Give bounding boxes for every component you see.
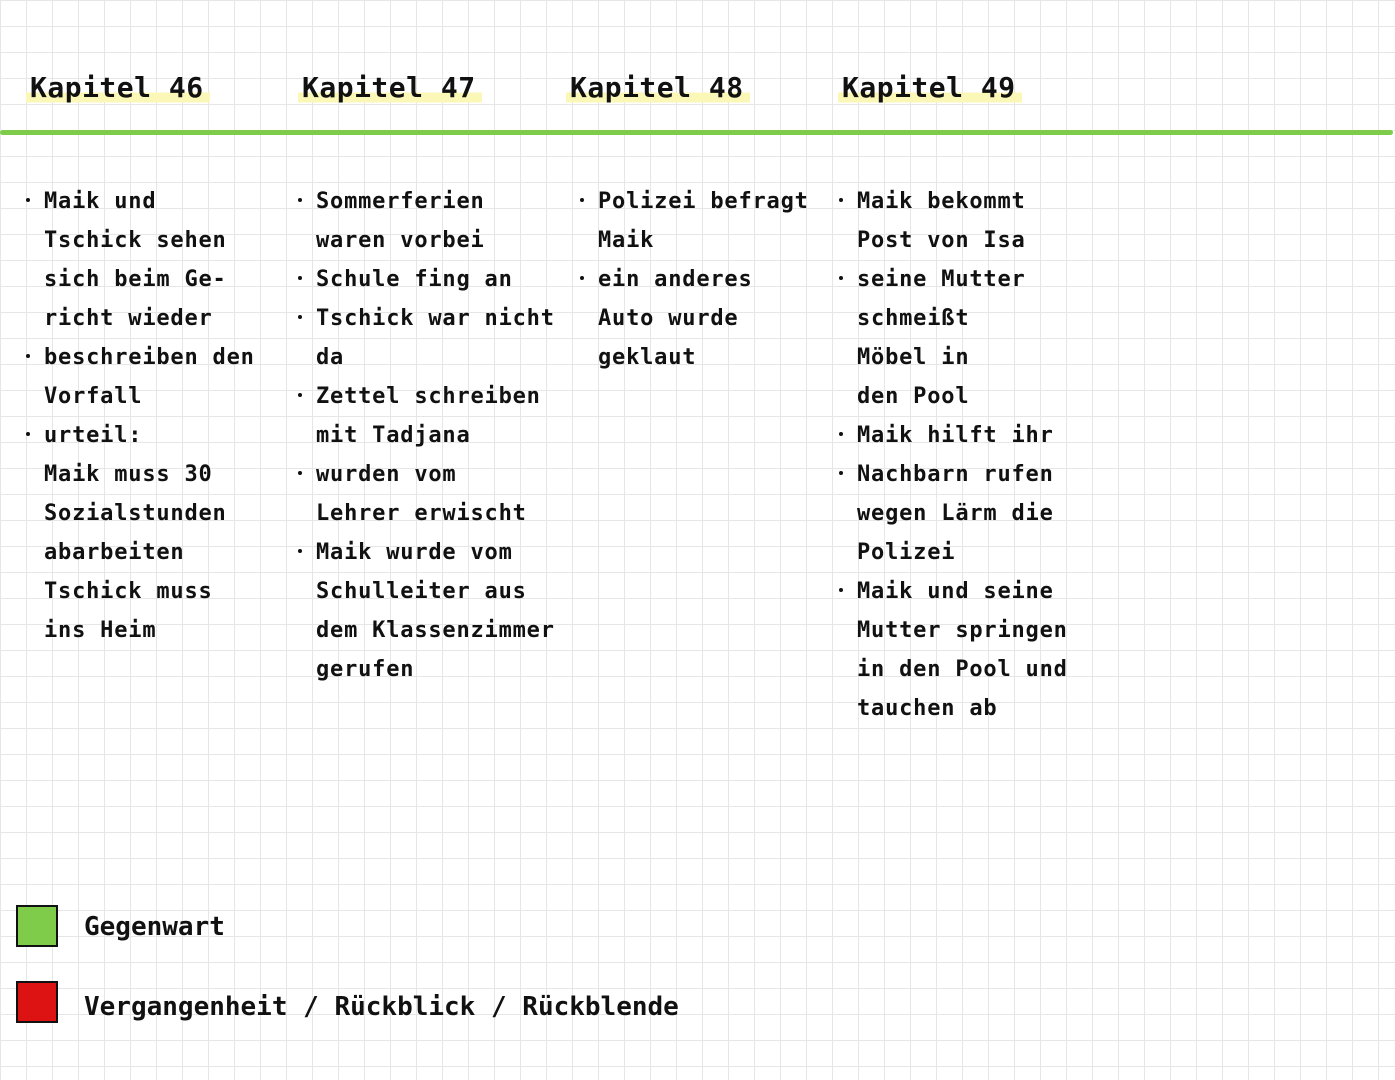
bullet-item (857, 260, 1127, 299)
note-text: mit Tadjana (316, 423, 471, 448)
note-text: sich beim Ge- (44, 267, 227, 292)
bullet-continuation (44, 377, 314, 416)
note-text: Polizei (857, 540, 956, 565)
bullet-continuation (857, 611, 1127, 650)
note-text: ins Heim (44, 618, 157, 643)
note-text: Polizei befragt (598, 189, 809, 214)
bullet-continuation (857, 221, 1127, 260)
bullet-item (44, 338, 314, 377)
bullet-dot-icon (839, 432, 843, 436)
bullet-item (598, 260, 868, 299)
note-text: geklaut (598, 345, 697, 370)
chapter-47-notes (316, 182, 586, 689)
chapter-title-48: Kapitel 48 (566, 70, 750, 106)
bullet-item (857, 182, 1127, 221)
legend-item-present (16, 905, 716, 953)
note-text: da (316, 345, 345, 370)
note-text: dem Klassenzimmer (316, 618, 555, 643)
bullet-dot-icon (298, 549, 302, 553)
note-text: Tschick war nicht (316, 306, 555, 331)
note-text: Maik und (44, 189, 157, 214)
bullet-continuation (857, 533, 1127, 572)
bullet-item (857, 572, 1127, 611)
chapter-48-notes (598, 182, 868, 377)
note-text: wegen Lärm die (857, 501, 1054, 526)
note-text: den Pool (857, 384, 970, 409)
bullet-continuation (857, 689, 1127, 728)
legend-item-past (16, 981, 716, 1029)
bullet-dot-icon (26, 198, 30, 202)
note-text: in den Pool und (857, 657, 1068, 682)
bullet-item (316, 377, 586, 416)
bullet-continuation (44, 260, 314, 299)
bullet-continuation (857, 377, 1127, 416)
bullet-dot-icon (26, 354, 30, 358)
note-text: Schulleiter aus (316, 579, 527, 604)
bullet-dot-icon (298, 471, 302, 475)
bullet-continuation (598, 338, 868, 377)
note-text: Sommerferien (316, 189, 485, 214)
note-text: urteil: (44, 423, 143, 448)
bullet-dot-icon (839, 198, 843, 202)
bullet-item (44, 182, 314, 221)
note-text: Maik wurde vom (316, 540, 513, 565)
chapter-header-row (0, 62, 1395, 112)
note-text: Zettel schreiben (316, 384, 541, 409)
note-text: Tschick muss (44, 579, 213, 604)
legend-label-present: Gegenwart (84, 912, 225, 942)
bullet-item (857, 455, 1127, 494)
bullet-dot-icon (839, 471, 843, 475)
note-text: Möbel in (857, 345, 970, 370)
bullet-dot-icon (298, 315, 302, 319)
color-legend (16, 905, 716, 1045)
bullet-continuation (316, 611, 586, 650)
note-text: Nachbarn rufen (857, 462, 1054, 487)
bullet-continuation (857, 494, 1127, 533)
bullet-dot-icon (298, 198, 302, 202)
note-text: Tschick sehen (44, 228, 227, 253)
bullet-continuation (44, 611, 314, 650)
bullet-continuation (598, 299, 868, 338)
note-text: abarbeiten (44, 540, 185, 565)
note-text: Auto wurde (598, 306, 739, 331)
chapter-title-46: Kapitel 46 (26, 70, 210, 106)
bullet-continuation (598, 221, 868, 260)
note-text: gerufen (316, 657, 415, 682)
bullet-item (598, 182, 868, 221)
bullet-continuation (316, 416, 586, 455)
note-text: Lehrer erwischt (316, 501, 527, 526)
note-text: wurden vom (316, 462, 457, 487)
note-text: richt wieder (44, 306, 213, 331)
bullet-continuation (44, 572, 314, 611)
note-text: Maik und seine (857, 579, 1054, 604)
bullet-continuation (857, 650, 1127, 689)
bullet-dot-icon (26, 432, 30, 436)
bullet-dot-icon (580, 276, 584, 280)
bullet-item (857, 416, 1127, 455)
bullet-item (316, 533, 586, 572)
note-text: Vorfall (44, 384, 143, 409)
bullet-dot-icon (580, 198, 584, 202)
chapter-title-49: Kapitel 49 (838, 70, 1022, 106)
note-text: beschreiben den (44, 345, 255, 370)
red-swatch (16, 981, 58, 1023)
chapter-49-notes (857, 182, 1127, 728)
bullet-continuation (44, 494, 314, 533)
bullet-continuation (44, 221, 314, 260)
bullet-continuation (316, 572, 586, 611)
bullet-continuation (316, 650, 586, 689)
bullet-continuation (857, 299, 1127, 338)
note-text: tauchen ab (857, 696, 998, 721)
note-text: Post von Isa (857, 228, 1026, 253)
note-text: Maik hilft ihr (857, 423, 1054, 448)
bullet-continuation (857, 338, 1127, 377)
bullet-dot-icon (298, 276, 302, 280)
bullet-item (316, 260, 586, 299)
bullet-dot-icon (839, 588, 843, 592)
bullet-dot-icon (839, 276, 843, 280)
chapter-46-notes (44, 182, 314, 650)
legend-label-past: Vergangenheit / Rückblick / Rückblende (84, 992, 679, 1022)
bullet-dot-icon (298, 393, 302, 397)
note-text: schmeißt (857, 306, 970, 331)
chapter-title-47: Kapitel 47 (298, 70, 482, 106)
note-text: Maik bekommt (857, 189, 1026, 214)
green-divider-line (0, 130, 1393, 135)
note-text: Mutter springen (857, 618, 1068, 643)
green-swatch (16, 905, 58, 947)
note-text: Maik (598, 228, 655, 253)
bullet-item (316, 182, 586, 221)
note-text: waren vorbei (316, 228, 485, 253)
bullet-continuation (44, 299, 314, 338)
bullet-continuation (44, 455, 314, 494)
bullet-item (316, 299, 586, 338)
bullet-continuation (44, 533, 314, 572)
bullet-continuation (316, 338, 586, 377)
note-text: Schule fing an (316, 267, 513, 292)
bullet-continuation (316, 494, 586, 533)
bullet-item (316, 455, 586, 494)
note-text: seine Mutter (857, 267, 1026, 292)
note-text: Maik muss 30 (44, 462, 213, 487)
bullet-item (44, 416, 314, 455)
bullet-continuation (316, 221, 586, 260)
note-text: ein anderes (598, 267, 753, 292)
note-text: Sozialstunden (44, 501, 227, 526)
